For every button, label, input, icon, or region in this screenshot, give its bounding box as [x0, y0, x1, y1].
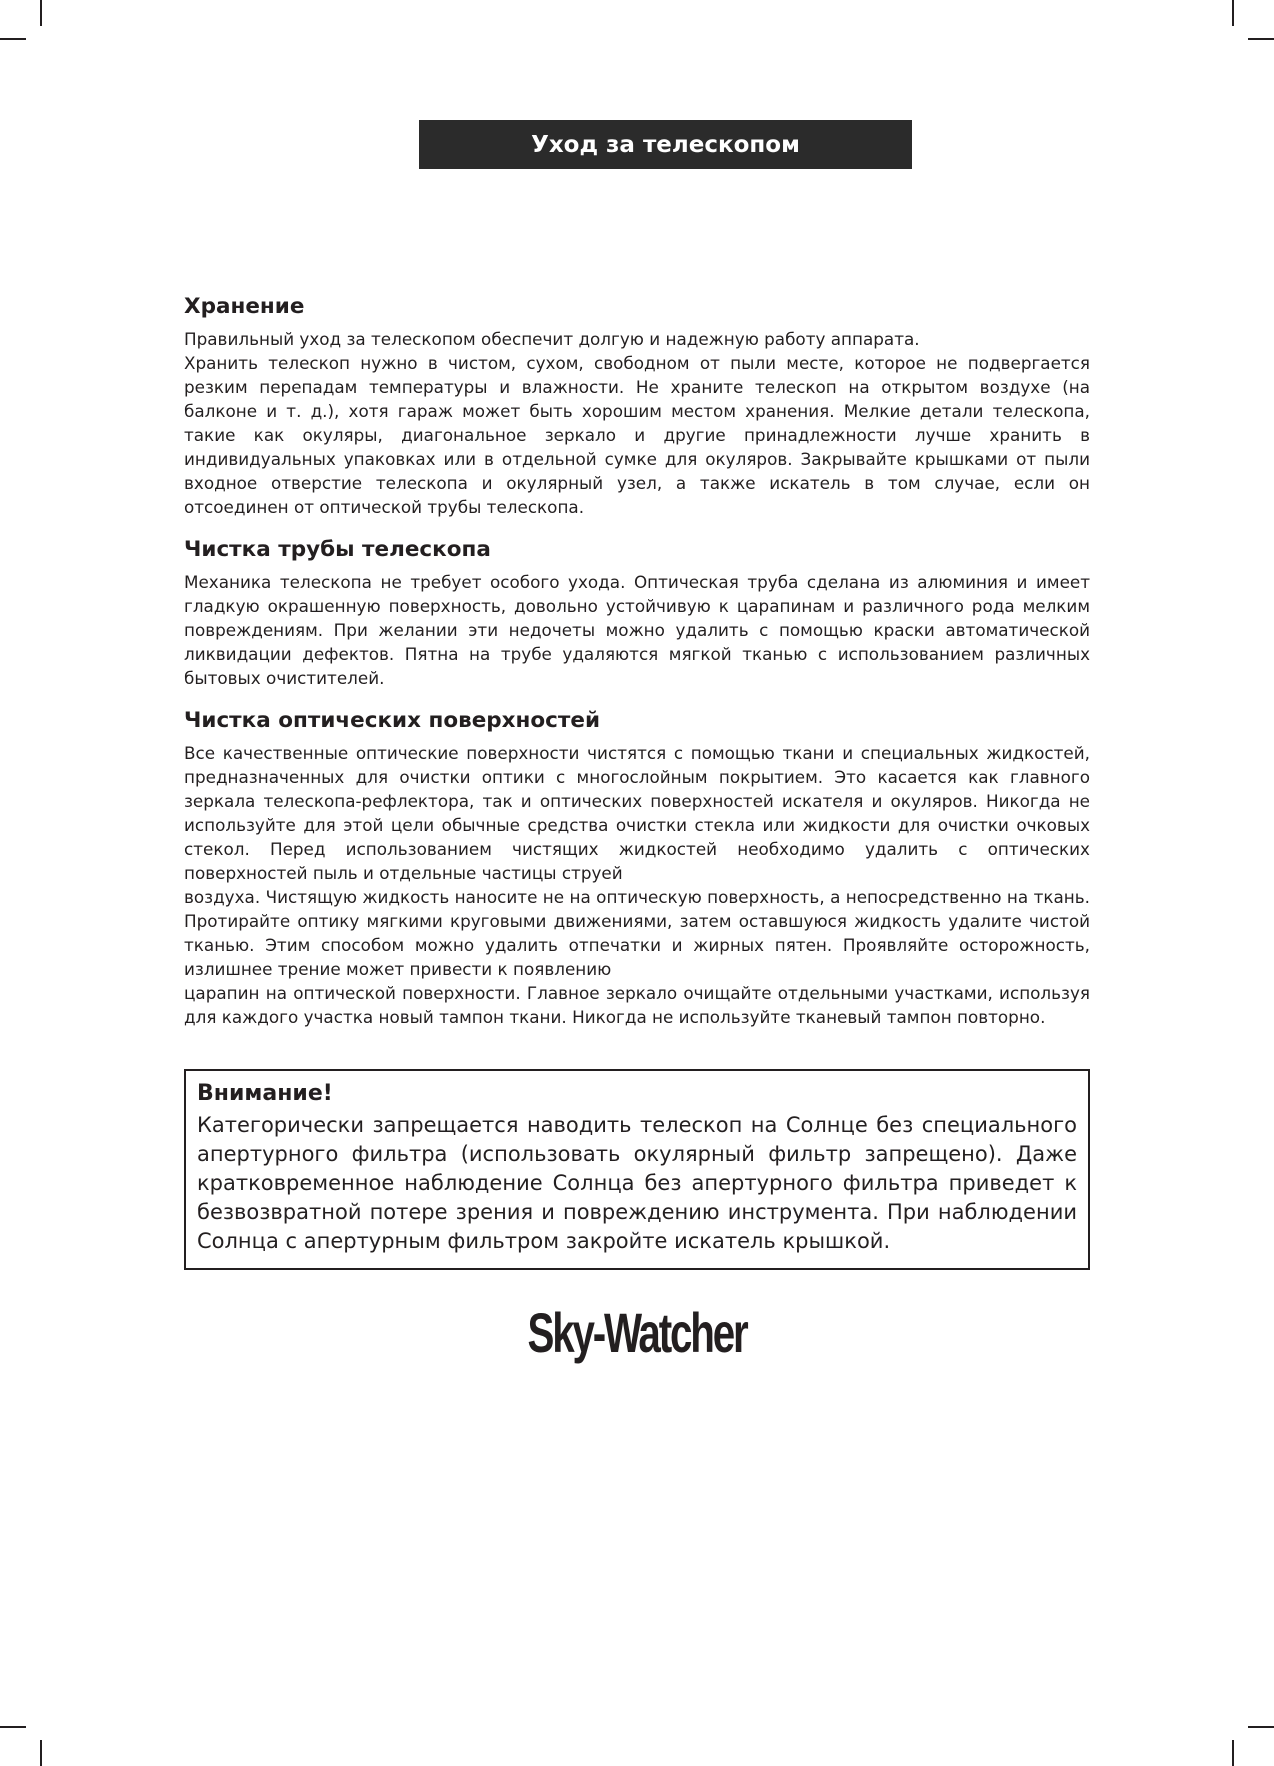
crop-mark	[1232, 0, 1234, 26]
section-optics-cleaning	[184, 706, 1090, 1029]
section-heading: Чистка оптических поверхностей	[184, 708, 601, 733]
section-paragraph: Правильный уход за телескопом обеспечит долгую и надежную работу аппарата.	[184, 329, 920, 349]
section-paragraph: Все качественные оптические поверхности чистятся с помощью ткани и специальных жидкостей, предназначенных для очистки оптики с многослойным покрытием. Это касается как главного зеркала телескопа-рефлектора, так и оптических поверхностей искателя и окуляров. Никогда не используйте для этой цели обычные средства очистки стекла или жидкости для очистки очковых стекол. Перед использованием чистящих жидкостей необходимо удалить с оптических поверхностей пыль и отдельные частицы струей	[184, 743, 1090, 883]
crop-mark	[0, 1726, 26, 1728]
section-paragraph: царапин на оптической поверхности. Главное зеркало очищайте отдельными участками, используя для каждого участка новый тампон ткани. Никогда не используйте тканевый тампон повторно.	[184, 983, 1090, 1027]
crop-mark	[0, 38, 26, 40]
crop-mark	[40, 1740, 42, 1766]
section-storage	[184, 292, 1090, 519]
warning-text: Категорически запрещается наводить телескоп на Солнце без специального апертурного фильтра (использовать окулярный фильтр запрещено). Даже кратковременное наблюдение Солнца без апертурного фильтра приведет к безвозвратной потере зрения и повреждению инструмента. При наблюдении Солнца с апертурным фильтром закройте искатель крышкой.	[197, 1113, 1077, 1253]
crop-mark	[1248, 1726, 1274, 1728]
section-paragraph: Механика телескопа не требует особого ухода. Оптическая труба сделана из алюминия и имеет гладкую окрашенную поверхность, довольно устойчивую к царапинам и различного рода мелким повреждениям. При желании эти недочеты можно удалить с помощью краски автоматической ликвидации дефектов. Пятна на трубе удаляются мягкой тканью с использованием различных бытовых очистителей.	[184, 572, 1090, 688]
main-content	[184, 292, 1090, 1045]
crop-mark	[40, 0, 42, 26]
section-heading: Чистка трубы телескопа	[184, 537, 491, 562]
brand-logo: Sky-Watcher	[527, 1301, 747, 1364]
crop-mark	[1232, 1740, 1234, 1766]
page-title: Уход за телескопом	[419, 120, 912, 169]
warning-heading: Внимание!	[197, 1081, 333, 1106]
section-paragraph: Хранить телескоп нужно в чистом, сухом, свободном от пыли месте, которое не подвергается резким перепадам температуры и влажности. Не храните телескоп на открытом воздухе (на балконе и т. д.), хотя гараж может быть хорошим местом хранения. Мелкие детали телескопа, такие как окуляры, диагональное зеркало и другие принадлежности лучше хранить в индивидуальных упаковках или в отдельной сумке для окуляров. Закрывайте крышками от пыли входное отверстие телескопа и окулярный узел, а также искатель в том случае, если он отсоединен от оптической трубы телескопа.	[184, 353, 1090, 517]
crop-mark	[1248, 38, 1274, 40]
section-heading: Хранение	[184, 294, 305, 319]
warning-box	[184, 1069, 1090, 1270]
section-tube-cleaning	[184, 535, 1090, 690]
section-paragraph: воздуха. Чистящую жидкость наносите не на оптическую поверхность, а непосредственно на ткань. Протирайте оптику мягкими круговыми движениями, затем оставшуюся жидкость удалите чистой тканью. Этим способом можно удалить отпечатки и жирных пятен. Проявляйте осторожность, излишнее трение может привести к появлению	[184, 887, 1090, 979]
